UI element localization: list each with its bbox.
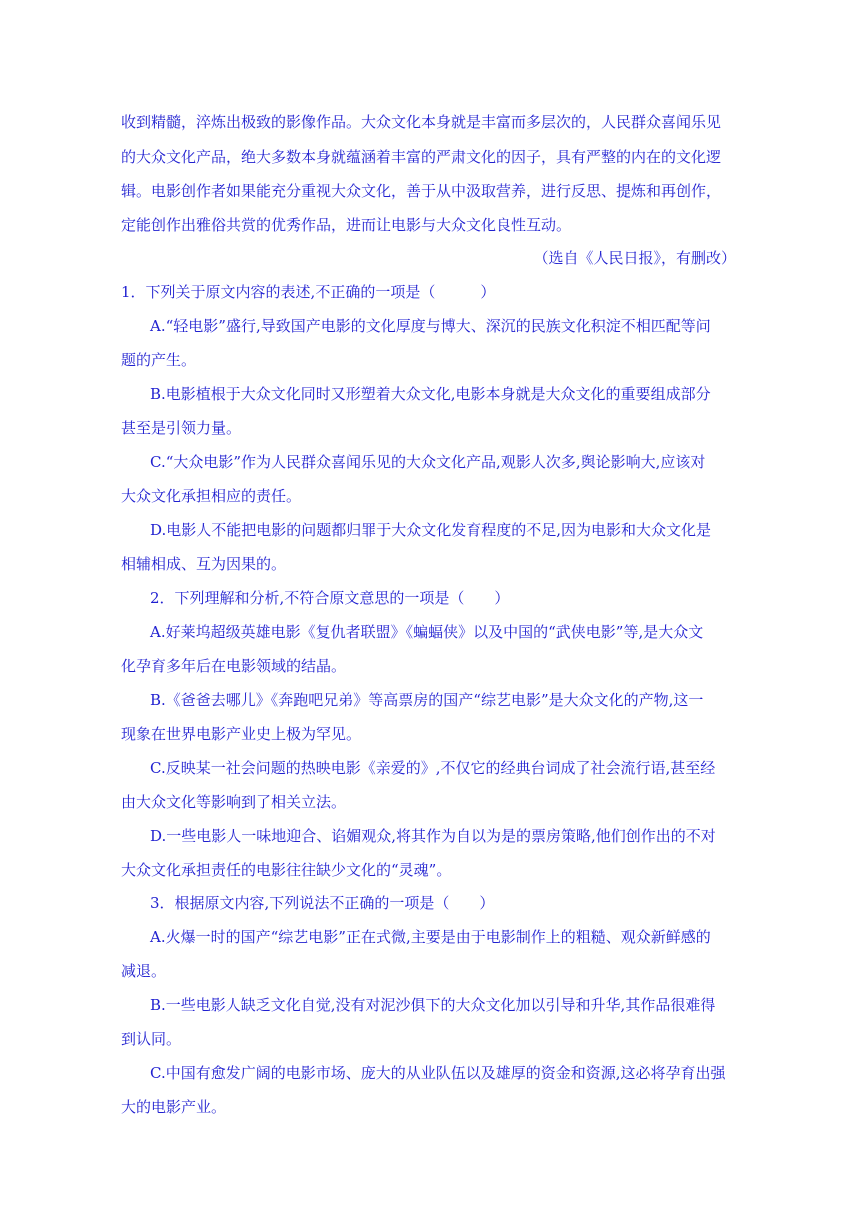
- option-c: C.中国有愈发广阔的电影市场、庞大的从业队伍以及雄厚的资金和资源,这必将孕育出强: [150, 1064, 726, 1082]
- passage-line: 辑。电影创作者如果能充分重视大众文化，善于从中汲取营养，进行反思、提炼和再创作，: [121, 182, 722, 200]
- option-b: B.电影植根于大众文化同时又形塑着大众文化,电影本身就是大众文化的重要组成部分: [150, 385, 711, 403]
- option-b-cont: 现象在世界电影产业史上极为罕见。: [121, 725, 362, 743]
- option-d: D.一些电影人一味地迎合、谄媚观众,将其作为自以为是的票房策略,他们创作出的不对: [150, 827, 716, 845]
- passage-line: 收到精髓，淬炼出极致的影像作品。大众文化本身就是丰富而多层次的，人民群众喜闻乐见: [121, 113, 722, 131]
- option-c-cont: 大众文化承担相应的责任。: [121, 487, 302, 505]
- option-a: A.火爆一时的国产“综艺电影”正在式微,主要是由于电影制作上的粗糙、观众新鲜感的: [150, 928, 711, 946]
- option-c: C.反映某一社会问题的热映电影《亲爱的》,不仅它的经典台词成了社会流行语,甚至经: [150, 759, 716, 777]
- option-a-cont: 减退。: [121, 962, 167, 980]
- source-citation: （选自《人民日报》，有删改）: [533, 249, 736, 267]
- option-c-cont: 大的电影产业。: [121, 1098, 227, 1116]
- option-c-cont: 由大众文化等影响到了相关立法。: [121, 793, 347, 811]
- option-a-cont: 化孕育多年后在电影领域的结晶。: [121, 657, 347, 675]
- option-b-cont: 甚至是引领力量。: [121, 419, 242, 437]
- option-d-cont: 大众文化承担责任的电影往往缺少文化的“灵魂”。: [121, 861, 452, 879]
- passage-line: 的大众文化产品，绝大多数本身就蕴涵着丰富的严肃文化的因子，具有严整的内在的文化逻: [121, 148, 722, 166]
- passage-line: 定能创作出雅俗共赏的优秀作品，进而让电影与大众文化良性互动。: [121, 216, 572, 234]
- option-b: B.《爸爸去哪儿》《奔跑吧兄弟》等高票房的国产“综艺电影”是大众文化的产物,这一: [150, 691, 704, 709]
- question-stem: 2．下列理解和分析,不符合原文意思的一项是（ ）: [150, 589, 510, 607]
- option-a-cont: 题的产生。: [121, 351, 197, 369]
- option-c: C.“大众电影”作为人民群众喜闻乐见的大众文化产品,观影人次多,舆论影响大,应该对: [150, 453, 706, 471]
- question-stem: 1．下列关于原文内容的表述,不正确的一项是（ ）: [121, 283, 496, 301]
- option-b: B.一些电影人缺乏文化自觉,没有对泥沙俱下的大众文化加以引导和升华,其作品很难得: [150, 996, 716, 1014]
- option-a: A.好莱坞超级英雄电影《复仇者联盟》《蝙蝠侠》以及中国的“武侠电影”等,是大众文: [150, 623, 704, 641]
- option-d-cont: 相辅相成、互为因果的。: [121, 555, 287, 573]
- option-b-cont: 到认同。: [121, 1030, 182, 1048]
- question-stem: 3．根据原文内容,下列说法不正确的一项是（ ）: [150, 894, 495, 912]
- option-d: D.电影人不能把电影的问题都归罪于大众文化发育程度的不足,因为电影和大众文化是: [150, 521, 712, 539]
- option-a: A.“轻电影”盛行,导致国产电影的文化厚度与博大、深沉的民族文化积淀不相匹配等问: [150, 317, 711, 335]
